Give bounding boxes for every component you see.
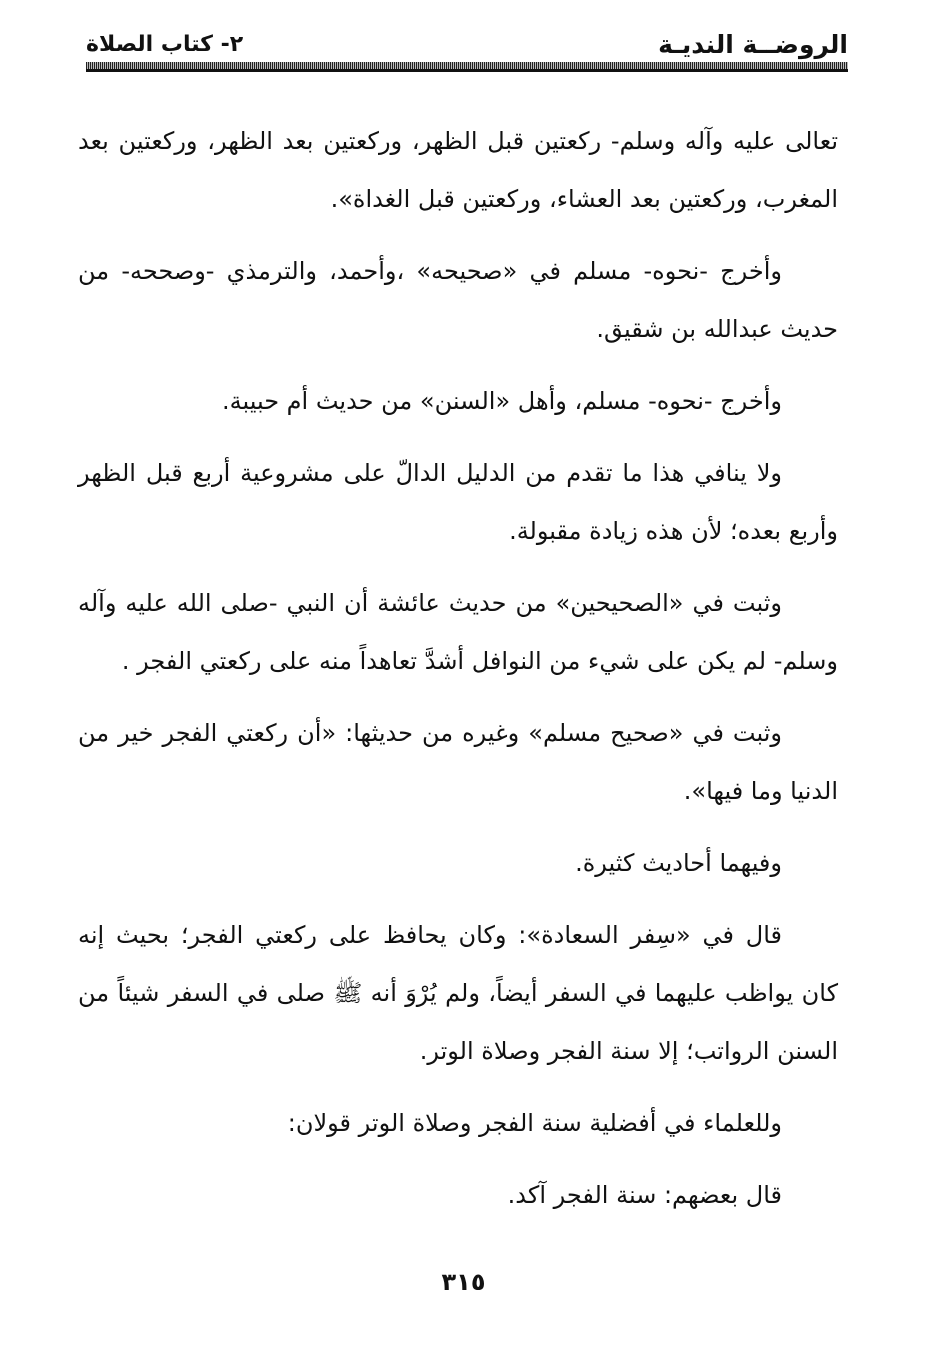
page-number: ٣١٥ <box>441 1268 486 1296</box>
paragraph-5: وثبت في «الصحيحين» من حديث عائشة أن النبي -صلى الله عليه وآله وسلم- لم يكن على شيء من النوافل أشدَّ تعاهداً منه على ركعتي الفجر . <box>78 589 838 675</box>
paragraph-9: وللعلماء في أفضلية سنة الفجر وصلاة الوتر قولان: <box>287 1109 782 1137</box>
paragraph-6: وثبت في «صحيح مسلم» وغيره من حديثها: «أن ركعتي الفجر خير من الدنيا وما فيها». <box>78 719 838 805</box>
header-rule <box>86 62 848 72</box>
paragraph-1: تعالى عليه وآله وسلم- ركعتين قبل الظهر، وركعتين بعد الظهر، وركعتين بعد المغرب، وركعتين بعد العشاء، وركعتين قبل الغداة». <box>78 127 838 213</box>
paragraph-2: وأخرج -نحوه- مسلم في «صحيحه» ،وأحمد، والترمذي -وصححه- من حديث عبدالله بن شقيق. <box>78 257 838 343</box>
paragraph-8: قال في «سِفر السعادة»: وكان يحافظ على ركعتي الفجر؛ بحيث إنه كان يواظب عليهما في السفر أيضاً، ولم يُرْوَ أنه ﷺ صلى في السفر شيئاً من السنن الرواتب؛ إلا سنة الفجر وصلاة الوتر. <box>78 921 838 1065</box>
book-title: الروضــة النديـة <box>658 30 848 59</box>
paragraph-10: قال بعضهم: سنة الفجر آكد. <box>507 1181 782 1209</box>
paragraph-7: وفيهما أحاديث كثيرة. <box>575 849 782 877</box>
body-text <box>78 112 838 1224</box>
paragraph-4: ولا ينافي هذا ما تقدم من الدليل الدالّ على مشروعية أربع قبل الظهر وأربع بعده؛ لأن هذه زيادة مقبولة. <box>78 459 838 545</box>
chapter-title: ٢- كتاب الصلاة <box>86 32 244 57</box>
paragraph-3: وأخرج -نحوه- مسلم، وأهل «السنن» من حديث أم حبيبة. <box>221 387 782 415</box>
